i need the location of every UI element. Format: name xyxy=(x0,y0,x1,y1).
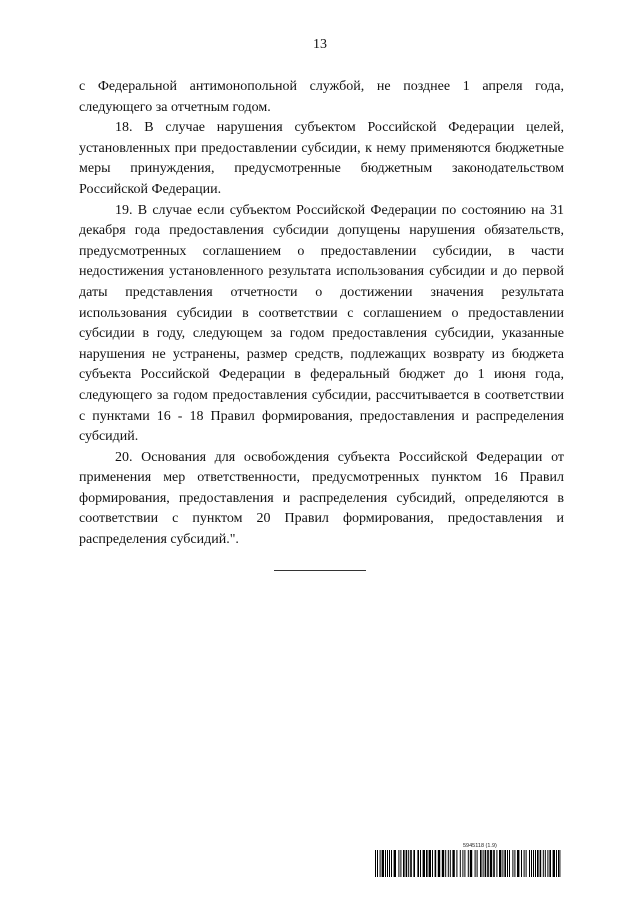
barcode-bar xyxy=(432,850,433,877)
barcode-bar xyxy=(509,850,510,877)
barcode-bar xyxy=(537,850,539,877)
barcode-bar xyxy=(514,850,515,877)
barcode-bar xyxy=(529,850,530,877)
barcode-bar xyxy=(406,850,408,877)
barcode-bar xyxy=(531,850,532,877)
barcode-bar xyxy=(460,850,461,877)
barcode-bar xyxy=(553,850,555,877)
document-body xyxy=(79,77,564,551)
barcode-bar xyxy=(413,850,415,877)
barcode-bar xyxy=(445,850,446,877)
barcode-bar xyxy=(410,850,412,877)
barcode-bar xyxy=(496,850,497,877)
barcode-bar xyxy=(549,850,551,877)
barcode-bar xyxy=(417,850,419,877)
barcode-bar xyxy=(450,850,451,877)
barcode-bar xyxy=(485,850,487,877)
barcode-bar xyxy=(517,850,519,877)
barcode-bar xyxy=(394,850,396,877)
barcode-bar xyxy=(408,850,409,877)
barcode-bar xyxy=(385,850,386,877)
barcode-bar xyxy=(435,850,437,877)
barcode-bar xyxy=(556,850,557,877)
barcode-bar xyxy=(543,850,544,877)
barcode-bar xyxy=(464,850,465,877)
barcode-bar xyxy=(524,850,525,877)
paragraph-20: 20. Основания для освобождения субъекта Российской Федерации от применения мер ответственности, предусмотренных пунктом 16 Правил формирования, предоставления и распределения субсидий, определяются в соответствии с пунктом 20 Правил формирования, предоставления и распределения субсидий.". xyxy=(79,449,564,548)
barcode-bar xyxy=(468,850,469,877)
paragraph-18: 18. В случае нарушения субъектом Российской Федерации целей, установленных при предоставлении субсидии, к нему применяются бюджетные меры принуждения, предусмотренные бюджетным законодательством Российской Федерации. xyxy=(79,120,564,197)
barcode-bar xyxy=(382,850,384,877)
barcode-bar xyxy=(387,850,388,877)
barcode-bar xyxy=(470,850,472,877)
barcode-bar xyxy=(423,850,425,877)
barcode-bar xyxy=(512,850,513,877)
end-divider xyxy=(274,570,366,571)
barcode-bar xyxy=(547,850,548,877)
barcode-bar xyxy=(475,850,476,877)
barcode-bar xyxy=(493,850,495,877)
barcode-bar xyxy=(521,850,522,877)
barcode-bar xyxy=(375,850,376,877)
barcode-bar xyxy=(540,850,542,877)
barcode-bar xyxy=(507,850,508,877)
barcode-bar xyxy=(477,850,478,877)
barcode-icon xyxy=(375,850,561,877)
barcode-bar xyxy=(558,850,560,877)
barcode-bar xyxy=(504,850,506,877)
barcode-bar xyxy=(442,850,444,877)
barcode-bar xyxy=(426,850,428,877)
barcode-bar xyxy=(490,850,492,877)
barcode-bar xyxy=(535,850,536,877)
barcode-caption: 5945118 (1.9) xyxy=(463,843,497,849)
barcode-bar xyxy=(462,850,463,877)
paragraph-19: 19. В случае если субъектом Российской Федерации по состоянию на 31 декабря года предоставления субсидии допущены нарушения обязательств, предусмотренных соглашением о предоставлении субсидии, в части недостижения установленного результата использования субсидии и до первой даты представления отчетности о достижении значения результата использования субсидии в соответствии с соглашением о предоставлении субсидии в году, следующем за годом предоставления субсидии, указанные нарушения не устранены, размер средств, подлежащих возврату из бюджета субъекта Российской Федерации в федеральный бюджет до 1 июня года, следующего за годом предоставления субсидии, рассчитывается в соответствии с пунктами 16 - 18 Правил формирования, предоставления и распределения субсидий. xyxy=(79,202,564,445)
barcode-bar xyxy=(499,850,501,877)
barcode-bar xyxy=(398,850,399,877)
barcode-bar xyxy=(480,850,482,877)
barcode-bar xyxy=(526,850,527,877)
barcode-bar xyxy=(438,850,440,877)
barcode-bar xyxy=(380,850,381,877)
barcode-bar xyxy=(429,850,431,877)
barcode-bar xyxy=(389,850,390,877)
barcode-bar xyxy=(545,850,546,877)
barcode-bar xyxy=(420,850,421,877)
barcode-bar xyxy=(448,850,449,877)
barcode-bar xyxy=(452,850,454,877)
page-number: 13 xyxy=(313,37,327,52)
barcode-bar xyxy=(400,850,401,877)
barcode-bar xyxy=(403,850,405,877)
barcode-bar xyxy=(533,850,534,877)
barcode-bar xyxy=(487,850,489,877)
paragraph-continuation: с Федеральной антимонопольной службой, не позднее 1 апреля года, следующего за отчетным годом. xyxy=(79,79,564,115)
barcode-bar xyxy=(483,850,484,877)
barcode-bar xyxy=(456,850,457,877)
barcode-bar xyxy=(391,850,392,877)
barcode-bar xyxy=(377,850,378,877)
barcode-bar xyxy=(502,850,503,877)
